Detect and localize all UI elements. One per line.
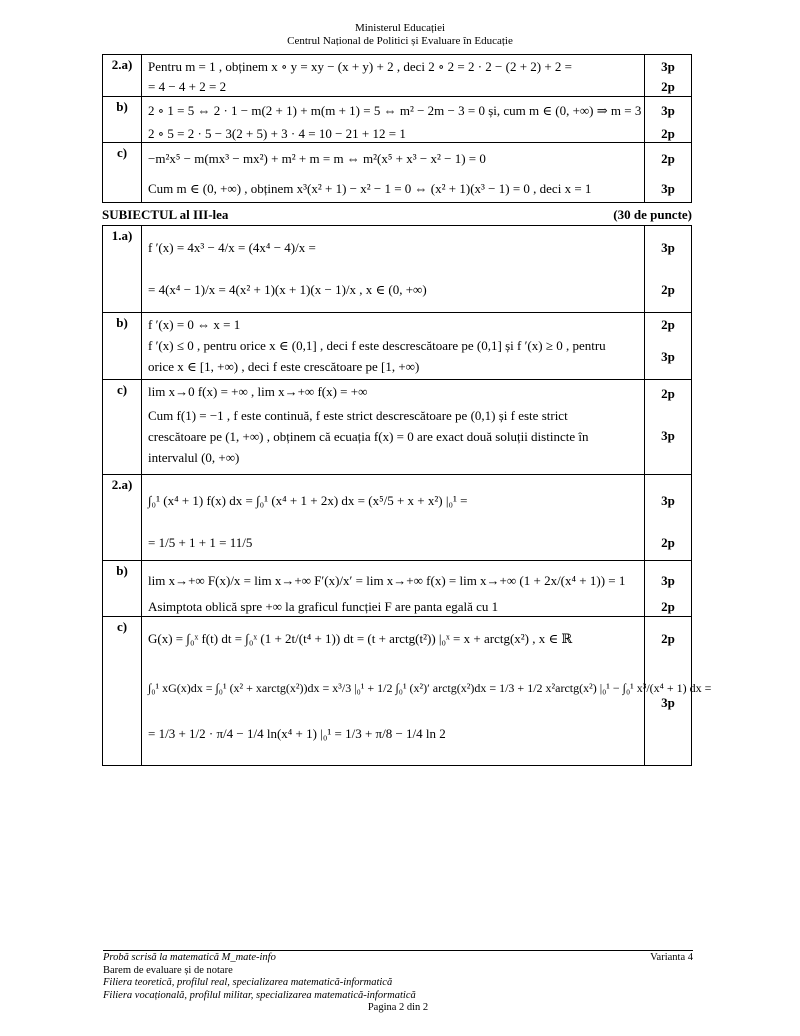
solution-line: f ′(x) = 0 ⇔ x = 1 <box>148 317 241 332</box>
exam-name: Probă scrisă la matematică M_mate-info <box>103 952 276 963</box>
points: 2p <box>661 599 675 614</box>
points: 2p <box>661 151 675 166</box>
solution-line: Pentru m = 1 , obținem x ∘ y = xy − (x + y) + 2 , deci 2 ∘ 2 = 2 · 2 − (2 + 2) + 2 = <box>148 59 573 74</box>
points: 2p <box>661 535 675 550</box>
solution-cell <box>142 226 645 313</box>
solution-line: crescătoare pe (1, +∞) , obținem că ecuația f(x) = 0 are exact două soluții distincte în <box>148 429 589 444</box>
points: 2p <box>661 317 675 332</box>
item-label: b) <box>103 97 142 143</box>
table-row <box>103 380 692 475</box>
table-row <box>103 55 692 97</box>
solution-line: f ′(x) = 4x³ − 4/x = (4x⁴ − 4)/x = <box>148 240 316 255</box>
points-cell <box>645 143 692 203</box>
table-row <box>103 617 692 766</box>
table-row <box>103 561 692 617</box>
solution-line: Cum m ∈ (0, +∞) , obținem x³(x² + 1) − x² − 1 = 0 ⇔ (x² + 1)(x³ − 1) = 0 , deci x = 1 <box>148 181 592 196</box>
table-row <box>103 143 692 203</box>
points-cell <box>645 561 692 617</box>
document-header <box>0 22 800 48</box>
points-cell <box>645 226 692 313</box>
table-row <box>103 226 692 313</box>
page-number: Pagina 2 din 2 <box>367 1002 429 1013</box>
solution-line: Asimptota oblică spre +∞ la graficul funcției F are panta egală cu 1 <box>148 599 499 614</box>
points: 3p <box>661 493 675 508</box>
points: 3p <box>661 59 675 74</box>
points: 2p <box>661 126 675 141</box>
points: 3p <box>661 349 675 364</box>
points: 2p <box>661 79 675 94</box>
track-vocational: Filiera vocațională, profilul militar, specializarea matematică-informatică <box>103 989 416 1001</box>
points: 3p <box>661 573 675 588</box>
solution-line: lim x→0 f(x) = +∞ , lim x→+∞ f(x) = +∞ <box>148 384 368 399</box>
table-row <box>103 475 692 561</box>
table-row <box>103 313 692 380</box>
points: 2p <box>661 282 675 297</box>
points-cell <box>645 55 692 97</box>
points: 2p <box>661 386 675 401</box>
solution-line: ∫₀¹ xG(x)dx = ∫₀¹ (x² + xarctg(x²))dx = x³/3 |₀¹ + 1/2 ∫₀¹ (x²)′ arctg(x²)dx = 1/3 + 1/2 x²arctg(x²) |₀¹ − ∫₀¹ x³/(x⁴ + 1) dx = <box>148 681 712 695</box>
solution-cell <box>142 313 645 380</box>
points: 3p <box>661 695 675 710</box>
solution-line: = 1/5 + 1 + 1 = 11/5 <box>148 535 253 550</box>
solution-line: orice x ∈ [1, +∞) , deci f este crescătoare pe [1, +∞) <box>148 359 420 374</box>
subject3-total-points: (30 de puncte) <box>613 207 692 222</box>
item-label: b) <box>103 561 142 617</box>
solution-cell <box>142 97 645 143</box>
solution-line: lim x→+∞ F(x)/x = lim x→+∞ F′(x)/x′ = lim x→+∞ f(x) = lim x→+∞ (1 + 2x/(x⁴ + 1)) = 1 <box>148 573 626 588</box>
points-cell <box>645 475 692 561</box>
item-label: c) <box>103 380 142 475</box>
solution-cell <box>142 143 645 203</box>
solution-line: 2 ∘ 5 = 2 · 5 − 3(2 + 5) + 3 · 4 = 10 − 21 + 12 = 1 <box>148 126 406 141</box>
solution-line: G(x) = ∫₀ˣ f(t) dt = ∫₀ˣ (1 + 2t/(t⁴ + 1)) dt = (t + arctg(t²)) |₀ˣ = x + arctg(x²) , x ∈ ℝ <box>148 631 573 646</box>
item-label: c) <box>103 617 142 766</box>
solution-line: = 4(x⁴ − 1)/x = 4(x² + 1)(x + 1)(x − 1)/x , x ∈ (0, +∞) <box>148 282 427 297</box>
item-label: 2.a) <box>103 475 142 561</box>
points: 3p <box>661 240 675 255</box>
subject3-heading <box>102 207 692 223</box>
solution-line: = 1/3 + 1/2 · π/4 − 1/4 ln(x⁴ + 1) |₀¹ = 1/3 + π/8 − 1/4 ln 2 <box>148 726 446 741</box>
solution-cell <box>142 380 645 475</box>
solution-line: ∫₀¹ (x⁴ + 1) f(x) dx = ∫₀¹ (x⁴ + 1 + 2x) dx = (x⁵/5 + x + x²) |₀¹ = <box>148 493 468 508</box>
points-cell <box>645 97 692 143</box>
points: 3p <box>661 181 675 196</box>
barem-title: Barem de evaluare și de notare <box>103 964 233 976</box>
variant-label: Varianta 4 <box>650 952 693 963</box>
solution-cell <box>142 55 645 97</box>
item-label: b) <box>103 313 142 380</box>
solution-line: −m²x⁵ − m(mx³ − mx²) + m² + m = m ⇔ m²(x⁵ + x³ − x² − 1) = 0 <box>148 151 486 166</box>
center-name: Centrul Național de Politici și Evaluare în Educație <box>287 35 513 47</box>
points-cell <box>645 380 692 475</box>
solution-line: = 4 − 4 + 2 = 2 <box>148 79 227 94</box>
ministry-name: Ministerul Educației <box>354 22 446 34</box>
points: 2p <box>661 631 675 646</box>
document-footer <box>103 950 693 1015</box>
solution-cell <box>142 475 645 561</box>
solution-line: f ′(x) ≤ 0 , pentru orice x ∈ (0,1] , deci f este descrescătoare pe (0,1] și f ′(x) ≥ 0 , pentru <box>148 338 606 353</box>
item-label: 1.a) <box>103 226 142 313</box>
item-label: c) <box>103 143 142 203</box>
points-cell <box>645 313 692 380</box>
subject3-table <box>102 225 712 766</box>
solution-line: Cum f(1) = −1 , f este continuă, f este strict descrescătoare pe (0,1) și f este strict <box>148 408 568 423</box>
subject3-title: SUBIECTUL al III-lea <box>102 207 229 222</box>
solution-line: intervalul (0, +∞) <box>148 450 240 465</box>
points: 3p <box>661 103 675 118</box>
track-theoretical: Filiera teoretică, profilul real, specializarea matematică-informatică <box>103 977 393 988</box>
item-label: 2.a) <box>103 55 142 97</box>
subject2-table <box>102 54 692 203</box>
solution-line: 2 ∘ 1 = 5 ⇔ 2 · 1 − m(2 + 1) + m(m + 1) = 5 ⇔ m² − 2m − 3 = 0 și, cum m ∈ (0, +∞) ⇒ m = 3 <box>148 103 642 118</box>
points: 3p <box>661 428 675 443</box>
table-row <box>103 97 692 143</box>
solution-cell <box>142 561 645 617</box>
